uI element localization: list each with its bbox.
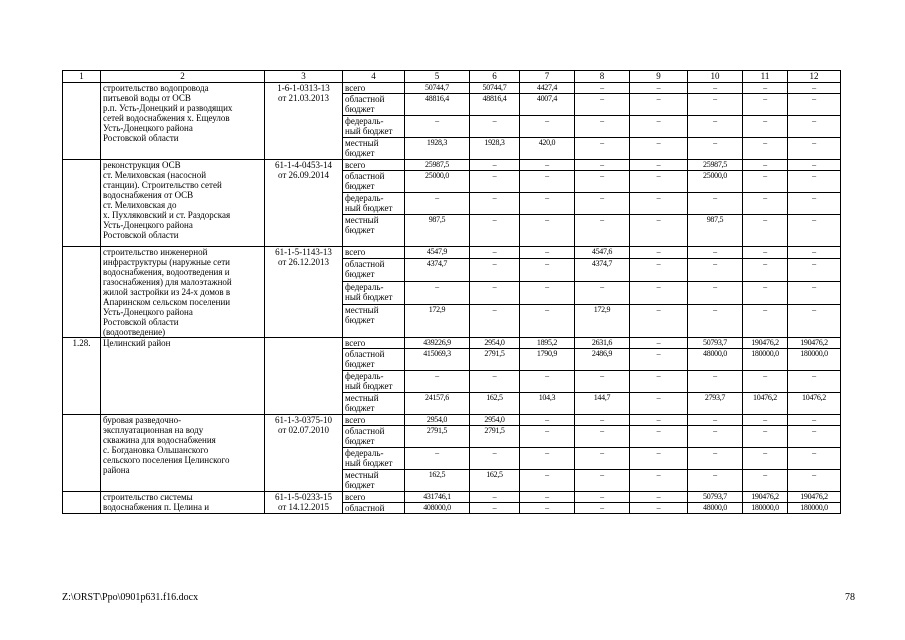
value-cell: – <box>630 338 688 349</box>
value-cell: – <box>688 83 743 94</box>
budget-type: федераль- ный бюджет <box>343 116 405 138</box>
value-cell: 162,5 <box>470 393 520 415</box>
value-cell: 2954,0 <box>470 415 520 426</box>
budget-type: областной бюджет <box>343 171 405 193</box>
value-cell: – <box>788 215 841 247</box>
value-cell: 2486,9 <box>575 349 630 371</box>
value-cell: – <box>743 160 788 171</box>
value-cell: 190476,2 <box>743 338 788 349</box>
value-cell: 4547,6 <box>575 247 630 259</box>
value-cell: – <box>470 116 520 138</box>
value-cell: 180000,0 <box>743 349 788 371</box>
value-cell: 2791,5 <box>405 426 470 448</box>
value-cell: – <box>470 448 520 470</box>
value-cell: – <box>470 171 520 193</box>
value-cell: – <box>743 281 788 304</box>
value-cell: 431746,1 <box>405 492 470 503</box>
document-code: 61-1-3-0375-10 от 02.07.2010 <box>265 415 343 492</box>
value-cell: 25000,0 <box>688 171 743 193</box>
value-cell: – <box>630 160 688 171</box>
value-cell: – <box>470 281 520 304</box>
value-cell: 50793,7 <box>688 492 743 503</box>
value-cell: – <box>743 215 788 247</box>
value-cell: – <box>688 247 743 259</box>
value-cell: 24157,6 <box>405 393 470 415</box>
value-cell: – <box>788 171 841 193</box>
value-cell: – <box>520 258 575 281</box>
value-cell: 1928,3 <box>405 138 470 160</box>
value-cell: – <box>743 138 788 160</box>
value-cell: – <box>520 171 575 193</box>
document-code <box>265 338 343 415</box>
value-cell: 172,9 <box>575 304 630 338</box>
value-cell: – <box>788 94 841 116</box>
value-cell: – <box>575 160 630 171</box>
value-cell: 10476,2 <box>743 393 788 415</box>
value-cell: – <box>405 371 470 393</box>
value-cell: – <box>743 171 788 193</box>
value-cell: – <box>788 193 841 215</box>
value-cell: – <box>575 193 630 215</box>
table-row <box>63 83 841 94</box>
value-cell: – <box>630 247 688 259</box>
object-name: Целинский район <box>101 338 265 415</box>
value-cell: – <box>743 116 788 138</box>
value-cell: – <box>688 415 743 426</box>
value-cell: – <box>630 393 688 415</box>
value-cell: – <box>743 304 788 338</box>
value-cell: – <box>575 215 630 247</box>
value-cell: 25987,5 <box>688 160 743 171</box>
value-cell: – <box>630 371 688 393</box>
value-cell: – <box>520 503 575 514</box>
value-cell: – <box>788 160 841 171</box>
value-cell: 162,5 <box>405 470 470 492</box>
value-cell: – <box>788 83 841 94</box>
value-cell: – <box>575 492 630 503</box>
row-number <box>63 247 101 338</box>
budget-type: всего <box>343 338 405 349</box>
value-cell: – <box>470 258 520 281</box>
value-cell: – <box>688 371 743 393</box>
value-cell: – <box>688 426 743 448</box>
value-cell: – <box>788 138 841 160</box>
budget-type: областной бюджет <box>343 349 405 371</box>
table-row <box>63 338 841 349</box>
value-cell: – <box>630 426 688 448</box>
document-code: 1-6-1-0313-13 от 21.03.2013 <box>265 83 343 160</box>
value-cell: – <box>575 83 630 94</box>
budget-type: федераль- ный бюджет <box>343 371 405 393</box>
value-cell: 1790,9 <box>520 349 575 371</box>
value-cell: 439226,9 <box>405 338 470 349</box>
value-cell: – <box>630 83 688 94</box>
budget-type: местный бюджет <box>343 304 405 338</box>
value-cell: – <box>630 448 688 470</box>
budget-table <box>62 70 841 514</box>
value-cell: 50744,7 <box>470 83 520 94</box>
value-cell: 987,5 <box>405 215 470 247</box>
value-cell: – <box>470 247 520 259</box>
value-cell: – <box>743 193 788 215</box>
value-cell: – <box>743 448 788 470</box>
value-cell: – <box>688 258 743 281</box>
header-cell: 6 <box>470 71 520 83</box>
value-cell: – <box>788 247 841 259</box>
header-cell: 1 <box>63 71 101 83</box>
value-cell: 48000,0 <box>688 503 743 514</box>
value-cell: – <box>470 371 520 393</box>
budget-type: местный бюджет <box>343 470 405 492</box>
value-cell: 2631,6 <box>575 338 630 349</box>
value-cell: 4374,7 <box>575 258 630 281</box>
value-cell: 1928,3 <box>470 138 520 160</box>
value-cell: – <box>743 83 788 94</box>
value-cell: – <box>520 304 575 338</box>
value-cell: – <box>743 426 788 448</box>
value-cell: – <box>575 138 630 160</box>
value-cell: – <box>788 470 841 492</box>
value-cell: – <box>405 281 470 304</box>
value-cell: – <box>575 281 630 304</box>
value-cell: – <box>688 94 743 116</box>
value-cell: – <box>788 304 841 338</box>
value-cell: – <box>630 116 688 138</box>
budget-type: областной бюджет <box>343 258 405 281</box>
value-cell: – <box>470 193 520 215</box>
value-cell: – <box>520 281 575 304</box>
value-cell: – <box>520 215 575 247</box>
value-cell: – <box>520 116 575 138</box>
value-cell: – <box>575 371 630 393</box>
value-cell: 2791,5 <box>470 349 520 371</box>
value-cell: – <box>520 470 575 492</box>
value-cell: – <box>630 215 688 247</box>
value-cell: – <box>743 258 788 281</box>
value-cell: – <box>575 415 630 426</box>
value-cell: 4007,4 <box>520 94 575 116</box>
header-row <box>63 71 841 83</box>
value-cell: 180000,0 <box>788 349 841 371</box>
value-cell: – <box>630 171 688 193</box>
value-cell: – <box>630 415 688 426</box>
value-cell: 4427,4 <box>520 83 575 94</box>
value-cell: – <box>630 492 688 503</box>
value-cell: – <box>405 193 470 215</box>
value-cell: – <box>575 94 630 116</box>
value-cell: – <box>470 160 520 171</box>
document-code: 61-1-4-0453-14 от 26.09.2014 <box>265 160 343 247</box>
row-number <box>63 492 101 514</box>
value-cell: – <box>520 160 575 171</box>
header-cell: 10 <box>688 71 743 83</box>
value-cell: 2954,0 <box>405 415 470 426</box>
value-cell: – <box>470 503 520 514</box>
value-cell: 172,9 <box>405 304 470 338</box>
value-cell: – <box>520 247 575 259</box>
value-cell: 180000,0 <box>788 503 841 514</box>
value-cell: – <box>688 116 743 138</box>
value-cell: – <box>630 193 688 215</box>
value-cell: 987,5 <box>688 215 743 247</box>
value-cell: 180000,0 <box>743 503 788 514</box>
value-cell: 162,5 <box>470 470 520 492</box>
value-cell: – <box>743 371 788 393</box>
value-cell: – <box>470 215 520 247</box>
value-cell: 190476,2 <box>788 492 841 503</box>
value-cell: – <box>630 470 688 492</box>
budget-type: всего <box>343 415 405 426</box>
row-number <box>63 415 101 492</box>
object-name: буровая разведочно- эксплуатационная на воду скважина для водоснабжения с. Богдановка Ольшанского сельского поселения Целинского района <box>101 415 265 492</box>
value-cell: – <box>688 304 743 338</box>
value-cell: 2954,0 <box>470 338 520 349</box>
value-cell: 48816,4 <box>405 94 470 116</box>
value-cell: – <box>520 193 575 215</box>
budget-type: федераль- ный бюджет <box>343 193 405 215</box>
value-cell: 25000,0 <box>405 171 470 193</box>
value-cell: – <box>470 492 520 503</box>
header-cell: 4 <box>343 71 405 83</box>
row-number <box>63 160 101 247</box>
value-cell: – <box>688 470 743 492</box>
value-cell: 25987,5 <box>405 160 470 171</box>
header-cell: 7 <box>520 71 575 83</box>
object-name: строительство инженерной инфраструктуры (наружные сети водоснабжения, водоотведения и газоснабжения) для малоэтажной жилой застройки из 24-х домов в Апаринском сельском поселении Усть-Донецкого района Ростовской области (водоотведение) <box>101 247 265 338</box>
value-cell: – <box>788 448 841 470</box>
table-row <box>63 247 841 259</box>
value-cell: – <box>630 258 688 281</box>
value-cell: – <box>630 349 688 371</box>
header-cell: 2 <box>101 71 265 83</box>
value-cell: – <box>470 304 520 338</box>
value-cell: 420,0 <box>520 138 575 160</box>
page-number: 78 <box>845 592 855 603</box>
value-cell: – <box>520 415 575 426</box>
budget-type: местный бюджет <box>343 215 405 247</box>
value-cell: – <box>630 94 688 116</box>
budget-type: областной <box>343 503 405 514</box>
value-cell: – <box>743 470 788 492</box>
value-cell: 2793,7 <box>688 393 743 415</box>
value-cell: 2791,5 <box>470 426 520 448</box>
row-number: 1.28. <box>63 338 101 415</box>
value-cell: – <box>688 138 743 160</box>
value-cell: – <box>405 116 470 138</box>
value-cell: – <box>520 371 575 393</box>
value-cell: – <box>630 304 688 338</box>
budget-type: областной бюджет <box>343 94 405 116</box>
header-cell: 8 <box>575 71 630 83</box>
value-cell: – <box>520 448 575 470</box>
value-cell: 10476,2 <box>788 393 841 415</box>
value-cell: 50793,7 <box>688 338 743 349</box>
value-cell: 415069,3 <box>405 349 470 371</box>
row-number <box>63 83 101 160</box>
value-cell: 190476,2 <box>788 338 841 349</box>
value-cell: – <box>630 503 688 514</box>
header-cell: 5 <box>405 71 470 83</box>
value-cell: – <box>788 415 841 426</box>
budget-type: местный бюджет <box>343 138 405 160</box>
value-cell: 408000,0 <box>405 503 470 514</box>
value-cell: – <box>575 470 630 492</box>
value-cell: – <box>575 503 630 514</box>
budget-type: областной бюджет <box>343 426 405 448</box>
budget-type: федераль- ный бюджет <box>343 281 405 304</box>
value-cell: – <box>743 247 788 259</box>
budget-type: местный бюджет <box>343 393 405 415</box>
value-cell: – <box>575 426 630 448</box>
value-cell: 4374,7 <box>405 258 470 281</box>
budget-type: всего <box>343 160 405 171</box>
value-cell: – <box>688 448 743 470</box>
value-cell: – <box>575 448 630 470</box>
budget-type: федераль- ный бюджет <box>343 448 405 470</box>
value-cell: – <box>630 281 688 304</box>
object-name: реконструкция ОСВ ст. Мелиховская (насосной станции). Строительство сетей водоснабжения от ОСВ ст. Мелиховская до х. Пухляковский и ст. Раздорская Усть-Донецкого района Ростовской области <box>101 160 265 247</box>
value-cell: – <box>575 171 630 193</box>
value-cell: – <box>520 492 575 503</box>
value-cell: 144,7 <box>575 393 630 415</box>
value-cell: 48000,0 <box>688 349 743 371</box>
value-cell: – <box>788 426 841 448</box>
value-cell: – <box>788 281 841 304</box>
budget-type: всего <box>343 492 405 503</box>
value-cell: – <box>630 138 688 160</box>
value-cell: 190476,2 <box>743 492 788 503</box>
value-cell: 50744,7 <box>405 83 470 94</box>
table-row <box>63 415 841 426</box>
header-cell: 3 <box>265 71 343 83</box>
table-row <box>63 492 841 503</box>
document-code: 61-1-5-0233-15 от 14.12.2015 <box>265 492 343 514</box>
header-cell: 12 <box>788 71 841 83</box>
value-cell: – <box>788 258 841 281</box>
footer-file-path: Z:\ORST\Ppo\0901p631.f16.docx <box>62 592 199 603</box>
budget-type: всего <box>343 247 405 259</box>
value-cell: – <box>575 116 630 138</box>
value-cell: 104,3 <box>520 393 575 415</box>
value-cell: 4547,9 <box>405 247 470 259</box>
object-name: строительство системы водоснабжения п. Целина и <box>101 492 265 514</box>
value-cell: – <box>688 281 743 304</box>
table-row <box>63 160 841 171</box>
header-cell: 9 <box>630 71 688 83</box>
object-name: строительство водопровода питьевой воды от ОСВ р.п. Усть-Донецкий и разводящих сетей водоснабжения х. Ещеулов Усть-Донецкого района Ростовской области <box>101 83 265 160</box>
value-cell: 1895,2 <box>520 338 575 349</box>
value-cell: – <box>788 371 841 393</box>
value-cell: – <box>405 448 470 470</box>
value-cell: – <box>743 94 788 116</box>
value-cell: – <box>520 426 575 448</box>
value-cell: – <box>688 193 743 215</box>
value-cell: – <box>743 415 788 426</box>
header-cell: 11 <box>743 71 788 83</box>
value-cell: – <box>788 116 841 138</box>
value-cell: 48816,4 <box>470 94 520 116</box>
document-code: 61-1-5-1143-13 от 26.12.2013 <box>265 247 343 338</box>
budget-type: всего <box>343 83 405 94</box>
